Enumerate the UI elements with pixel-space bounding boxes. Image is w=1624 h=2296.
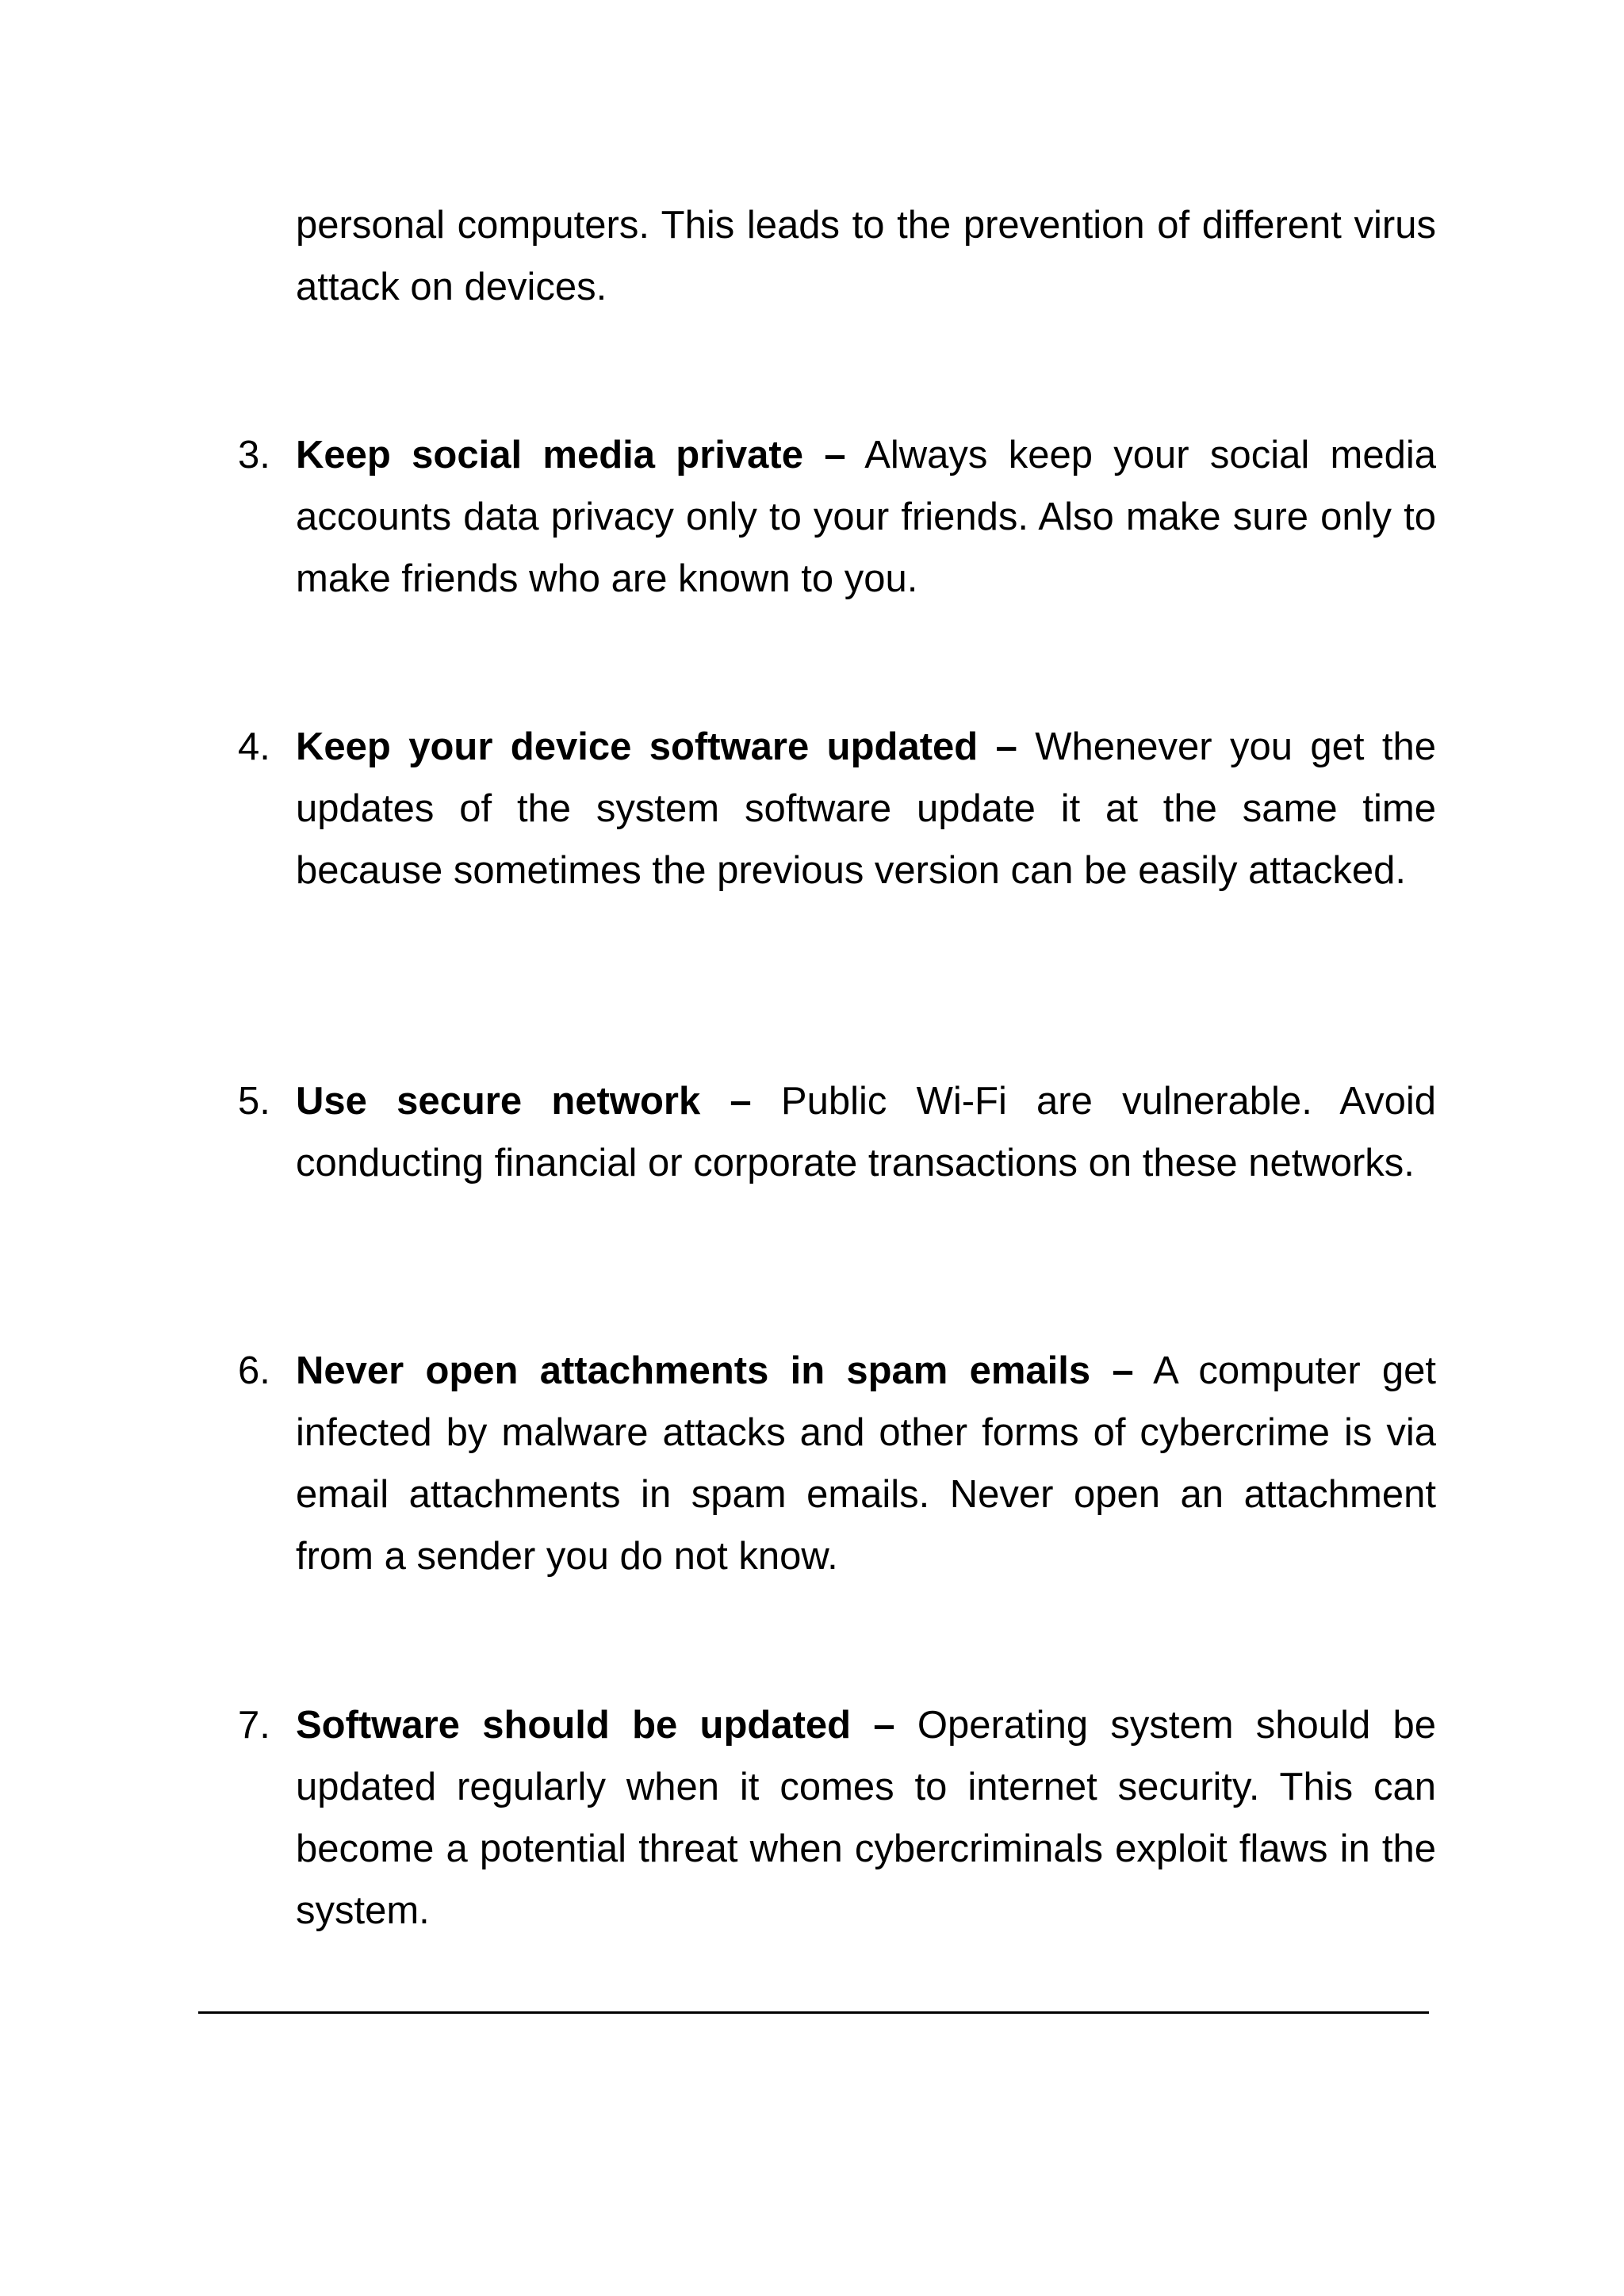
list-number: 3. (238, 434, 270, 476)
list-item-3 (238, 424, 1436, 610)
list-text: Operating system should be updated regularly when it comes to internet security. This can become a potential threat when cybercriminals exploit flaws in the system. (296, 1704, 1436, 1932)
list-number: 6. (238, 1349, 270, 1392)
list-number: 4. (238, 725, 270, 768)
list-text: A computer get infected by malware attacks and other forms of cybercrime is via email attachments in spam emails. Never open an attachment from a sender you do not know. (296, 1349, 1436, 1578)
list-body (296, 1070, 1436, 1194)
list-term: Never open attachments in spam emails – (296, 1349, 1134, 1392)
continuation-paragraph: personal computers. This leads to the prevention of different virus attack on devices. (296, 204, 1436, 308)
list-text: Public Wi-Fi are vulnerable. Avoid conducting financial or corporate transactions on these networks. (296, 1080, 1437, 1184)
list-body (296, 424, 1436, 610)
list-body (296, 1340, 1436, 1587)
list-text: Whenever you get the updates of the system software update it at the same time because sometimes the previous version can be easily attacked. (296, 725, 1437, 892)
list-body (296, 716, 1436, 901)
list-term: Software should be updated – (296, 1704, 895, 1747)
list-term: Keep social media private – (296, 434, 846, 476)
list-number: 7. (238, 1704, 270, 1747)
list-number: 5. (238, 1080, 270, 1123)
horizontal-rule (198, 2011, 1429, 2014)
list-item-4 (238, 716, 1436, 901)
list-term: Keep your device software updated – (296, 725, 1017, 768)
list-item-5 (238, 1070, 1436, 1194)
list-item-7 (238, 1694, 1436, 1942)
list-term: Use secure network – (296, 1080, 752, 1123)
list-item-6 (238, 1340, 1436, 1587)
list-body (296, 1694, 1436, 1942)
list-text: Always keep your social media accounts data privacy only to your friends. Also make sure only to make friends who are known to you. (296, 434, 1436, 600)
